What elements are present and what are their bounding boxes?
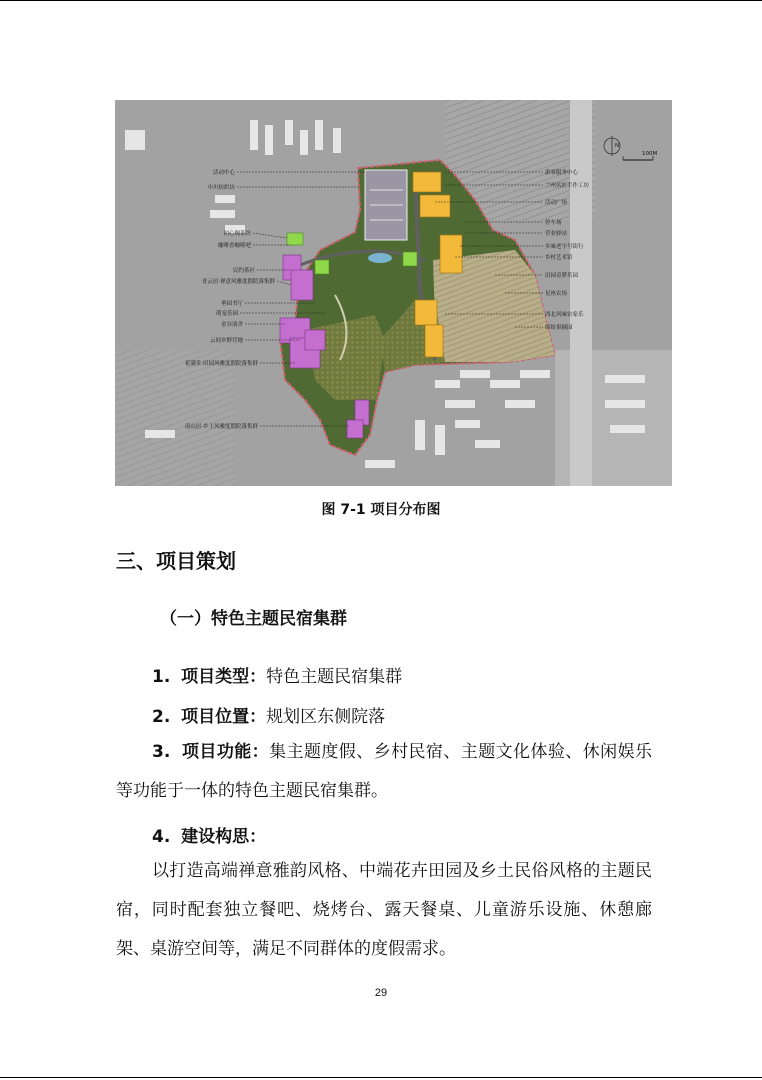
map-label-right: 兰州名匠手作工坊 — [545, 183, 590, 189]
map-label-left: 萌宠乐园 — [215, 311, 238, 317]
item-number: 4. — [152, 827, 171, 847]
map-label-left: 金谷演舍 — [220, 322, 243, 328]
item-value: 特色主题民宿集群 — [266, 667, 403, 687]
map-label-right: 田园奇梦乐园 — [545, 273, 579, 279]
section-heading: 三、项目策划 — [116, 549, 236, 573]
subsection-heading: （一）特色主题民宿集群 — [160, 609, 347, 629]
map-label-left: 中川纺织坊 — [207, 185, 235, 191]
map-label-right: 游客服务中心 — [545, 170, 579, 176]
map-label-left: 民约茶社 — [232, 268, 255, 274]
map-label-left: 初心阁茶坊 — [223, 231, 251, 237]
item-label: 项目类型： — [181, 667, 267, 687]
item-location — [152, 702, 385, 727]
map-label-right: 缤纷果摘园 — [545, 325, 573, 331]
map-label-left: 咖啡香咖啡吧 — [217, 243, 251, 249]
map-label-right: 营业驿站 — [545, 231, 568, 237]
item-value: 集主题度假、乡村民宿、主题文化体验、休闲娱乐等功能于一体的特色主题民宿集群。 — [116, 742, 653, 801]
item-label: 项目位置： — [181, 707, 267, 727]
figure-caption: 图 7-1 项目分布图 — [321, 502, 441, 518]
map-label-right: 乡村艺术馆 — [545, 255, 573, 261]
map-label-left: 花满堂·田园风雅度假院落集群 — [184, 361, 258, 367]
pond — [368, 253, 392, 263]
item-concept — [152, 822, 266, 847]
map-label-left: 垂园书厅 — [220, 301, 243, 307]
map-label-right: 乡味老字号街行 — [545, 244, 584, 250]
map-label-right: 活动广场 — [545, 200, 568, 206]
item-number: 2. — [152, 707, 171, 727]
site-plan-map — [115, 100, 672, 486]
bottom-rule — [0, 1077, 762, 1078]
scale-label: 100M — [642, 151, 658, 157]
top-rule — [0, 0, 762, 1]
map-label-left: 南山居·乡土风雅度假院落集群 — [184, 424, 258, 430]
item-type — [152, 662, 402, 687]
item-number: 3. — [152, 742, 171, 762]
item-number: 1. — [152, 667, 171, 687]
item-value: 规划区东侧院落 — [266, 707, 386, 727]
project-map-figure — [115, 100, 672, 486]
concept-paragraph: 以打造高端禅意雅韵风格、中端花卉田园及乡土民俗风格的主题民宿，同时配套独立餐吧、烧烤台、露天餐桌、儿童游乐设施、休憩廊架、桌游空间等，满足不同群体的度假需求。 — [116, 861, 652, 959]
item-function — [116, 733, 652, 811]
map-label-left: 青云居·禅意风雅度假院落集群 — [201, 279, 275, 285]
page-number: 29 — [374, 987, 388, 999]
map-label-right: 西北风味农家乐 — [545, 312, 584, 318]
north-label: N — [615, 143, 620, 149]
map-label-left: 云间乡野营地 — [209, 338, 243, 344]
item-label: 建设构思： — [181, 827, 267, 847]
map-label-right: 星座农场 — [545, 291, 568, 297]
highway — [570, 100, 592, 486]
map-label-left: 活动中心 — [212, 170, 235, 176]
item-label: 项目功能： — [181, 742, 270, 762]
map-label-right: 停车场 — [545, 220, 562, 226]
